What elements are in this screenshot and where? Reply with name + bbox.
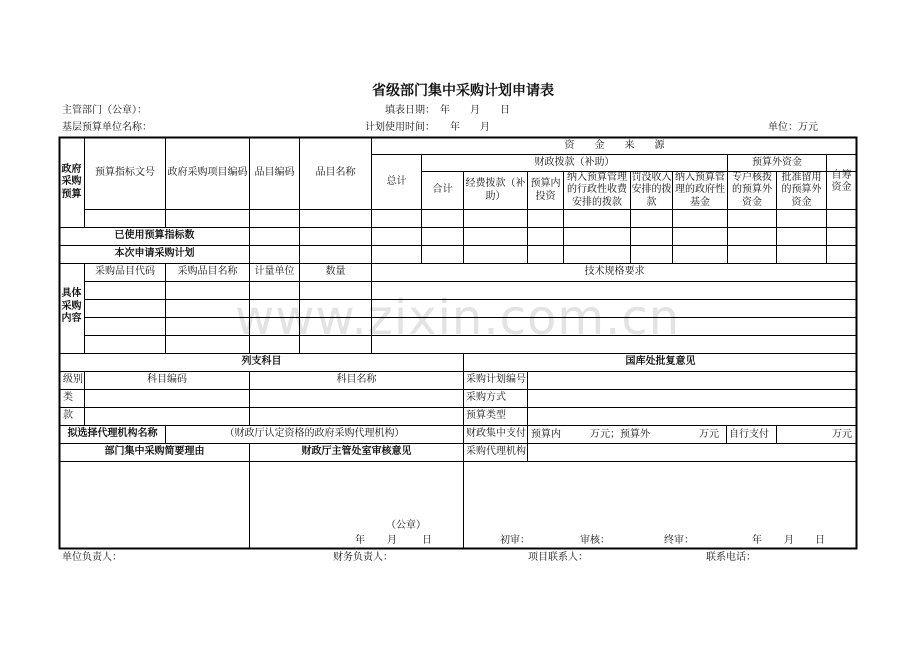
col-total: 总计 [386,175,407,187]
used-indicator-label: 已使用预算指标数 [114,230,195,242]
seal-label: （公章） [386,520,426,531]
unit-head-label: 单位负责人： [62,552,122,563]
col-admin-fee: 纳入预算管理的行政性收费安排的拨款 [567,171,627,208]
watermark: www.zixin.com.cn [235,290,681,346]
in-budget-label: 预算内 [531,429,561,440]
approve-day: 日 [815,535,825,546]
col-quantity: 数量 [325,266,346,278]
fill-date-label: 填表日期： [385,105,435,116]
usage-time-label: 计划使用时间： [365,122,435,133]
col-subtotal: 合计 [432,184,453,196]
method-label: 采购方式 [466,392,506,404]
phone-label: 联系电话： [706,552,756,563]
col-unit: 计量单位 [254,266,295,278]
current-plan-label: 本次申请采购计划 [114,248,195,260]
approve-month: 月 [784,535,794,546]
col-self-raised: 自筹资金 [831,169,852,193]
plan-no-label: 采购计划编号 [466,374,526,386]
review-month: 月 [387,535,397,546]
central-pay-label: 财政集中支付 [466,428,526,440]
first-review-label: 初审： [500,535,530,546]
col-spec: 技术规格要求 [584,266,645,278]
subject-code-label: 科目编码 [147,374,187,386]
col-invest: 预算内投资 [530,178,561,202]
dept-label: 主管部门（公章）： [62,105,147,116]
fill-year: 年 [440,105,450,116]
gov-purchase-budget-label: 政府采购预算 [61,163,82,200]
col-retained: 批准留用的预算外资金 [781,171,822,208]
item-label: 款 [63,410,73,422]
fiscal-header: 财政拨款（补助） [534,156,615,168]
form-title: 省级部门集中采购计划申请表 [372,83,554,99]
fund-source-header: 资 金 来 源 [564,139,665,151]
check-label: 审核： [580,535,610,546]
expense-subject-header: 列支科目 [241,356,282,368]
col-gov-fund: 纳入预算管理的政府性基金 [675,171,725,208]
final-review-label: 终审： [664,535,694,546]
review-day: 日 [422,535,432,546]
col-item-code: 品目编码 [254,167,295,179]
col-fines: 罚没收入安排的拨款 [631,171,672,208]
review-header: 财政厅主管处室审核意见 [301,446,412,458]
budget-type-label: 预算类型 [466,410,506,422]
agency-label: 拟选择代理机构名称 [67,428,158,440]
col-purchase-name: 采购品目名称 [177,266,238,278]
unit-label: 单位：万元 [768,122,818,133]
extra-budget-header: 预算外资金 [752,156,802,168]
self-pay-label: 自行支付 [729,429,769,440]
review-year: 年 [355,535,365,546]
col-budget-doc: 预算指标文号 [95,167,155,179]
agency-note: （财政厅认定资格的政府采购代理机构） [224,428,405,440]
approve-year: 年 [752,535,762,546]
usage-month: 月 [480,122,490,133]
out-budget-label: 万元；预算外 [590,429,650,440]
class-label: 类 [63,392,73,404]
purchase-agency-label: 采购代理机构 [466,446,526,458]
contact-label: 项目联系人： [528,552,588,563]
unit-name-label: 基层预算单位名称： [62,122,152,133]
wan-yuan-1: 万元 [699,429,719,440]
col-project-code: 政府采购项目编码 [167,167,248,179]
finance-head-label: 财务负责人： [333,552,393,563]
reason-header: 部门集中采购简要理由 [104,446,205,458]
col-item-name: 品目名称 [315,167,356,179]
wan-yuan-2: 万元 [832,429,852,440]
col-special: 专户核拨的预算外资金 [732,171,772,208]
col-operating: 经费拨款（补助） [465,178,526,202]
treasury-approval-header: 国库处批复意见 [625,356,696,368]
usage-year: 年 [450,122,460,133]
fill-day: 日 [500,105,510,116]
subject-name-label: 科目名称 [336,374,377,386]
purchase-content-label: 具体采购内容 [61,288,82,325]
col-purchase-code: 采购品目代码 [95,266,155,278]
fill-month: 月 [470,105,480,116]
level-label: 级别 [63,374,83,386]
